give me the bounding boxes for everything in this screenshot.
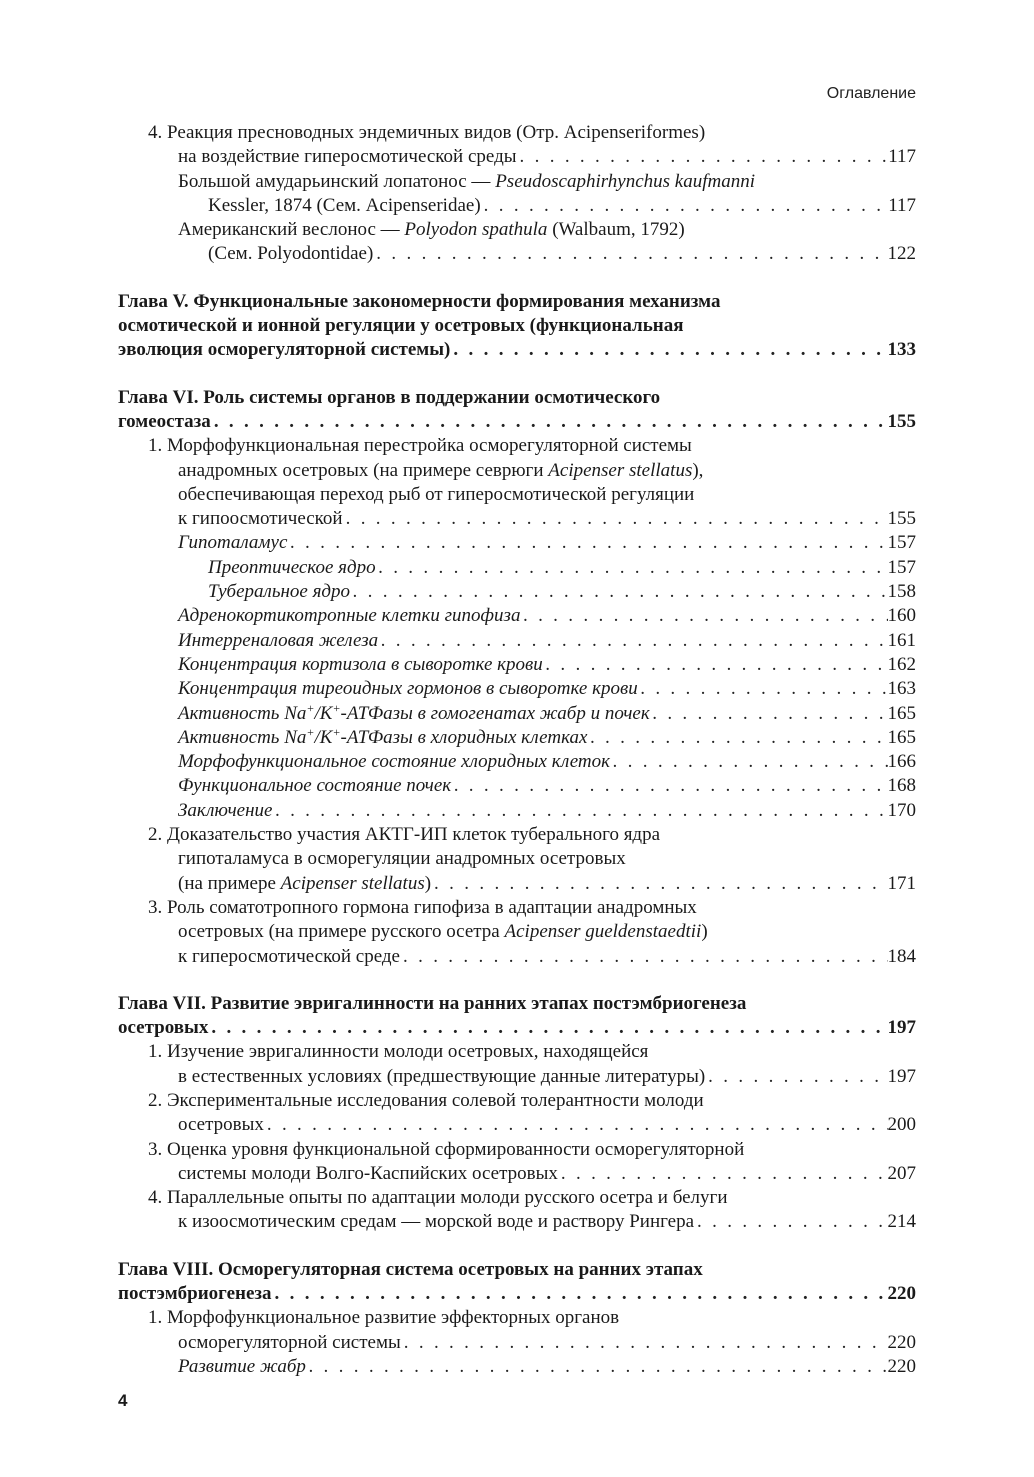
page-ref: 220 [887,1283,916,1305]
leader-dots [350,580,887,604]
toc-entry-ch7-2[interactable]: 2. Экспериментальные исследования солевой толерантности молоди осетровых . . . 200 [118,1089,916,1138]
toc-entry-chloride-cells-state[interactable]: Морфофункциональное состояние хлоридных клеток . . . 166 [118,750,916,774]
leader-dots [211,410,888,434]
leader-dots [705,1065,887,1089]
latin-name: Pseudoscaphirhynchus kaufmanni [495,170,755,192]
page-ref: 184 [887,945,916,967]
page-ref: 157 [887,532,916,554]
page-ref: 200 [887,1114,916,1136]
page-ref: 157 [887,556,916,578]
leader-dots [272,1282,888,1306]
leader-dots [376,556,888,580]
toc-entry-atpase-chloride-cells[interactable]: Активность Na+/K+-АТФазы в хлоридных клетках . . . 165 [118,726,916,750]
leader-dots [650,702,888,726]
leader-dots [431,872,887,896]
leader-dots [587,726,887,750]
leader-dots [378,629,887,653]
latin-name: Acipenser stellatus [548,459,693,481]
toc-chapter-6[interactable]: Глава VI. Роль системы органов в поддержании осмотического гомеостаза . . . 155 [118,386,916,435]
toc-entry-tuberal-nucleus[interactable]: Туберальное ядро . . . 158 [118,580,916,604]
page-ref: 155 [887,410,916,432]
leader-dots [208,1016,887,1040]
page-ref: 197 [887,1065,916,1087]
page-ref: 133 [887,339,916,361]
leader-dots [373,242,887,266]
leader-dots [481,194,889,218]
toc-entry-kaufmanni[interactable]: Большой амударьинский лопатонос — Pseudoscaphirhynchus kaufmanni Kessler, 1874 (Сем. Acipenseridae) . . . 117 [118,170,916,219]
latin-name: Acipenser gueldenstaedtii [504,921,702,943]
toc-chapter-8[interactable]: Глава VIII. Осморегуляторная система осетровых на ранних этапах постэмбриогенеза . . . 220 [118,1258,916,1307]
page-ref: 168 [887,775,916,797]
toc-entry-ch7-4[interactable]: 4. Параллельные опыты по адаптации молоди русского осетра и белуги к изоосмотическим средам — морской воде и раствору Рингера . . . 214 [118,1186,916,1235]
toc-entry-cortisol[interactable]: Концентрация кортизола в сыворотке крови . . . 162 [118,653,916,677]
toc-entry-ch7-1[interactable]: 1. Изучение эвригалинности молоди осетровых, находящейся в естественных условиях (предшествующие данные литературы) . . . 197 [118,1040,916,1089]
page-ref: 220 [887,1331,916,1353]
page-ref: 171 [887,872,916,894]
page-ref: 220 [887,1355,916,1377]
toc-entry-text: 4. Реакция пресноводных эндемичных видов (Отр. Acipenseriformes) [148,122,706,143]
toc-chapter-5[interactable]: Глава V. Функциональные закономерности формирования механизма осмотической и ионной регуляции у осетровых (функциональная эволюция осморегуляторной системы) . . . 133 [118,290,916,363]
page-ref: 155 [887,508,916,530]
table-of-contents [118,121,916,1379]
toc-entry-ch6-3[interactable]: 3. Роль соматотропного гормона гипофиза в адаптации анадромных осетровых (на примере русского осетра Acipenser gueldenstaedtii) к гиперосмотической среде . . . 184 [118,896,916,969]
page-ref: 214 [887,1211,916,1233]
leader-dots [401,1331,888,1355]
leader-dots [272,799,887,823]
toc-entry-ch6-1[interactable]: 1. Морфофункциональная перестройка осморегуляторной системы анадромных осетровых (на примере севрюги Acipenser stellatus), обеспечивающая переход рыб от гиперосмотической регуляции к гипоосмотической . . . 155 [118,434,916,531]
toc-chapter-7[interactable]: Глава VII. Развитие эвригалинности на ранних этапах постэмбриогенеза осетровых . . . 197 [118,992,916,1041]
leader-dots [694,1210,887,1234]
page-ref: 165 [887,726,916,748]
page-ref: 162 [887,653,916,675]
page-ref: 161 [887,629,916,651]
leader-dots [558,1162,888,1186]
leader-dots [638,677,888,701]
page-ref: 163 [887,678,916,700]
leader-dots [306,1355,888,1379]
leader-dots [400,945,888,969]
toc-entry-hypothalamus[interactable]: Гипоталамус . . . 157 [118,531,916,555]
page-ref: 117 [888,146,916,168]
page-ref: 197 [887,1017,916,1039]
latin-name: Acipenser stellatus [280,872,425,894]
toc-entry-thyroid-hormones[interactable]: Концентрация тиреоидных гормонов в сыворотке крови . . . 163 [118,677,916,701]
toc-entry-kidney-state[interactable]: Функциональное состояние почек . . . 168 [118,774,916,798]
toc-entry-interrenal-gland[interactable]: Интерреналовая железа . . . 161 [118,629,916,653]
page-ref: 165 [887,702,916,724]
leader-dots [343,507,888,531]
toc-entry-ch7-3[interactable]: 3. Оценка уровня функциональной сформированности осморегуляторной системы молоди Волго-Каспийских осетровых . . . 207 [118,1138,916,1187]
toc-entry-ch6-2[interactable]: 2. Доказательство участия АКТГ-ИП клеток туберального ядра гипоталамуса в осморегуляции анадромных осетровых (на примере Acipenser stellatus) . . . 171 [118,823,916,896]
page-number: 4 [118,1391,128,1410]
toc-entry-ch8-1[interactable]: 1. Морфофункциональное развитие эффекторных органов осморегуляторной системы . . . 220 [118,1306,916,1355]
latin-name: Polyodon spathula [404,219,548,241]
leader-dots [543,653,888,677]
toc-entry-gill-development[interactable]: Развитие жабр . . . 220 [118,1355,916,1379]
page-ref: 166 [887,751,916,773]
toc-entry-conclusion[interactable]: Заключение . . . 170 [118,799,916,823]
leader-dots [517,145,889,169]
page-ref: 122 [887,243,916,265]
page-ref: 170 [887,799,916,821]
leader-dots [520,604,887,628]
leader-dots [451,774,887,798]
toc-entry-acth-cells[interactable]: Адренокортикотропные клетки гипофиза . . . 160 [118,604,916,628]
toc-entry-preoptic-nucleus[interactable]: Преоптическое ядро . . . 157 [118,556,916,580]
toc-entry-sec4[interactable]: 4. Реакция пресноводных эндемичных видов (Отр. Acipenseriformes) на воздействие гиперосмотической среды . . . 117 [118,121,916,170]
toc-entry-atpase-gills-kidney[interactable]: Активность Na+/K+-АТФазы в гомогенатах жабр и почек . . . 165 [118,702,916,726]
page-ref: 207 [887,1162,916,1184]
leader-dots [450,338,887,362]
toc-entry-polyodon[interactable]: Американский веслонос — Polyodon spathula (Walbaum, 1792) (Сем. Polyodontidae) . . . 122 [118,218,916,267]
running-head: Оглавление [826,85,916,102]
page-ref: 158 [887,581,916,603]
page-ref: 160 [887,605,916,627]
leader-dots [264,1113,888,1137]
leader-dots [287,531,887,555]
page-ref: 117 [888,194,916,216]
leader-dots [610,750,887,774]
